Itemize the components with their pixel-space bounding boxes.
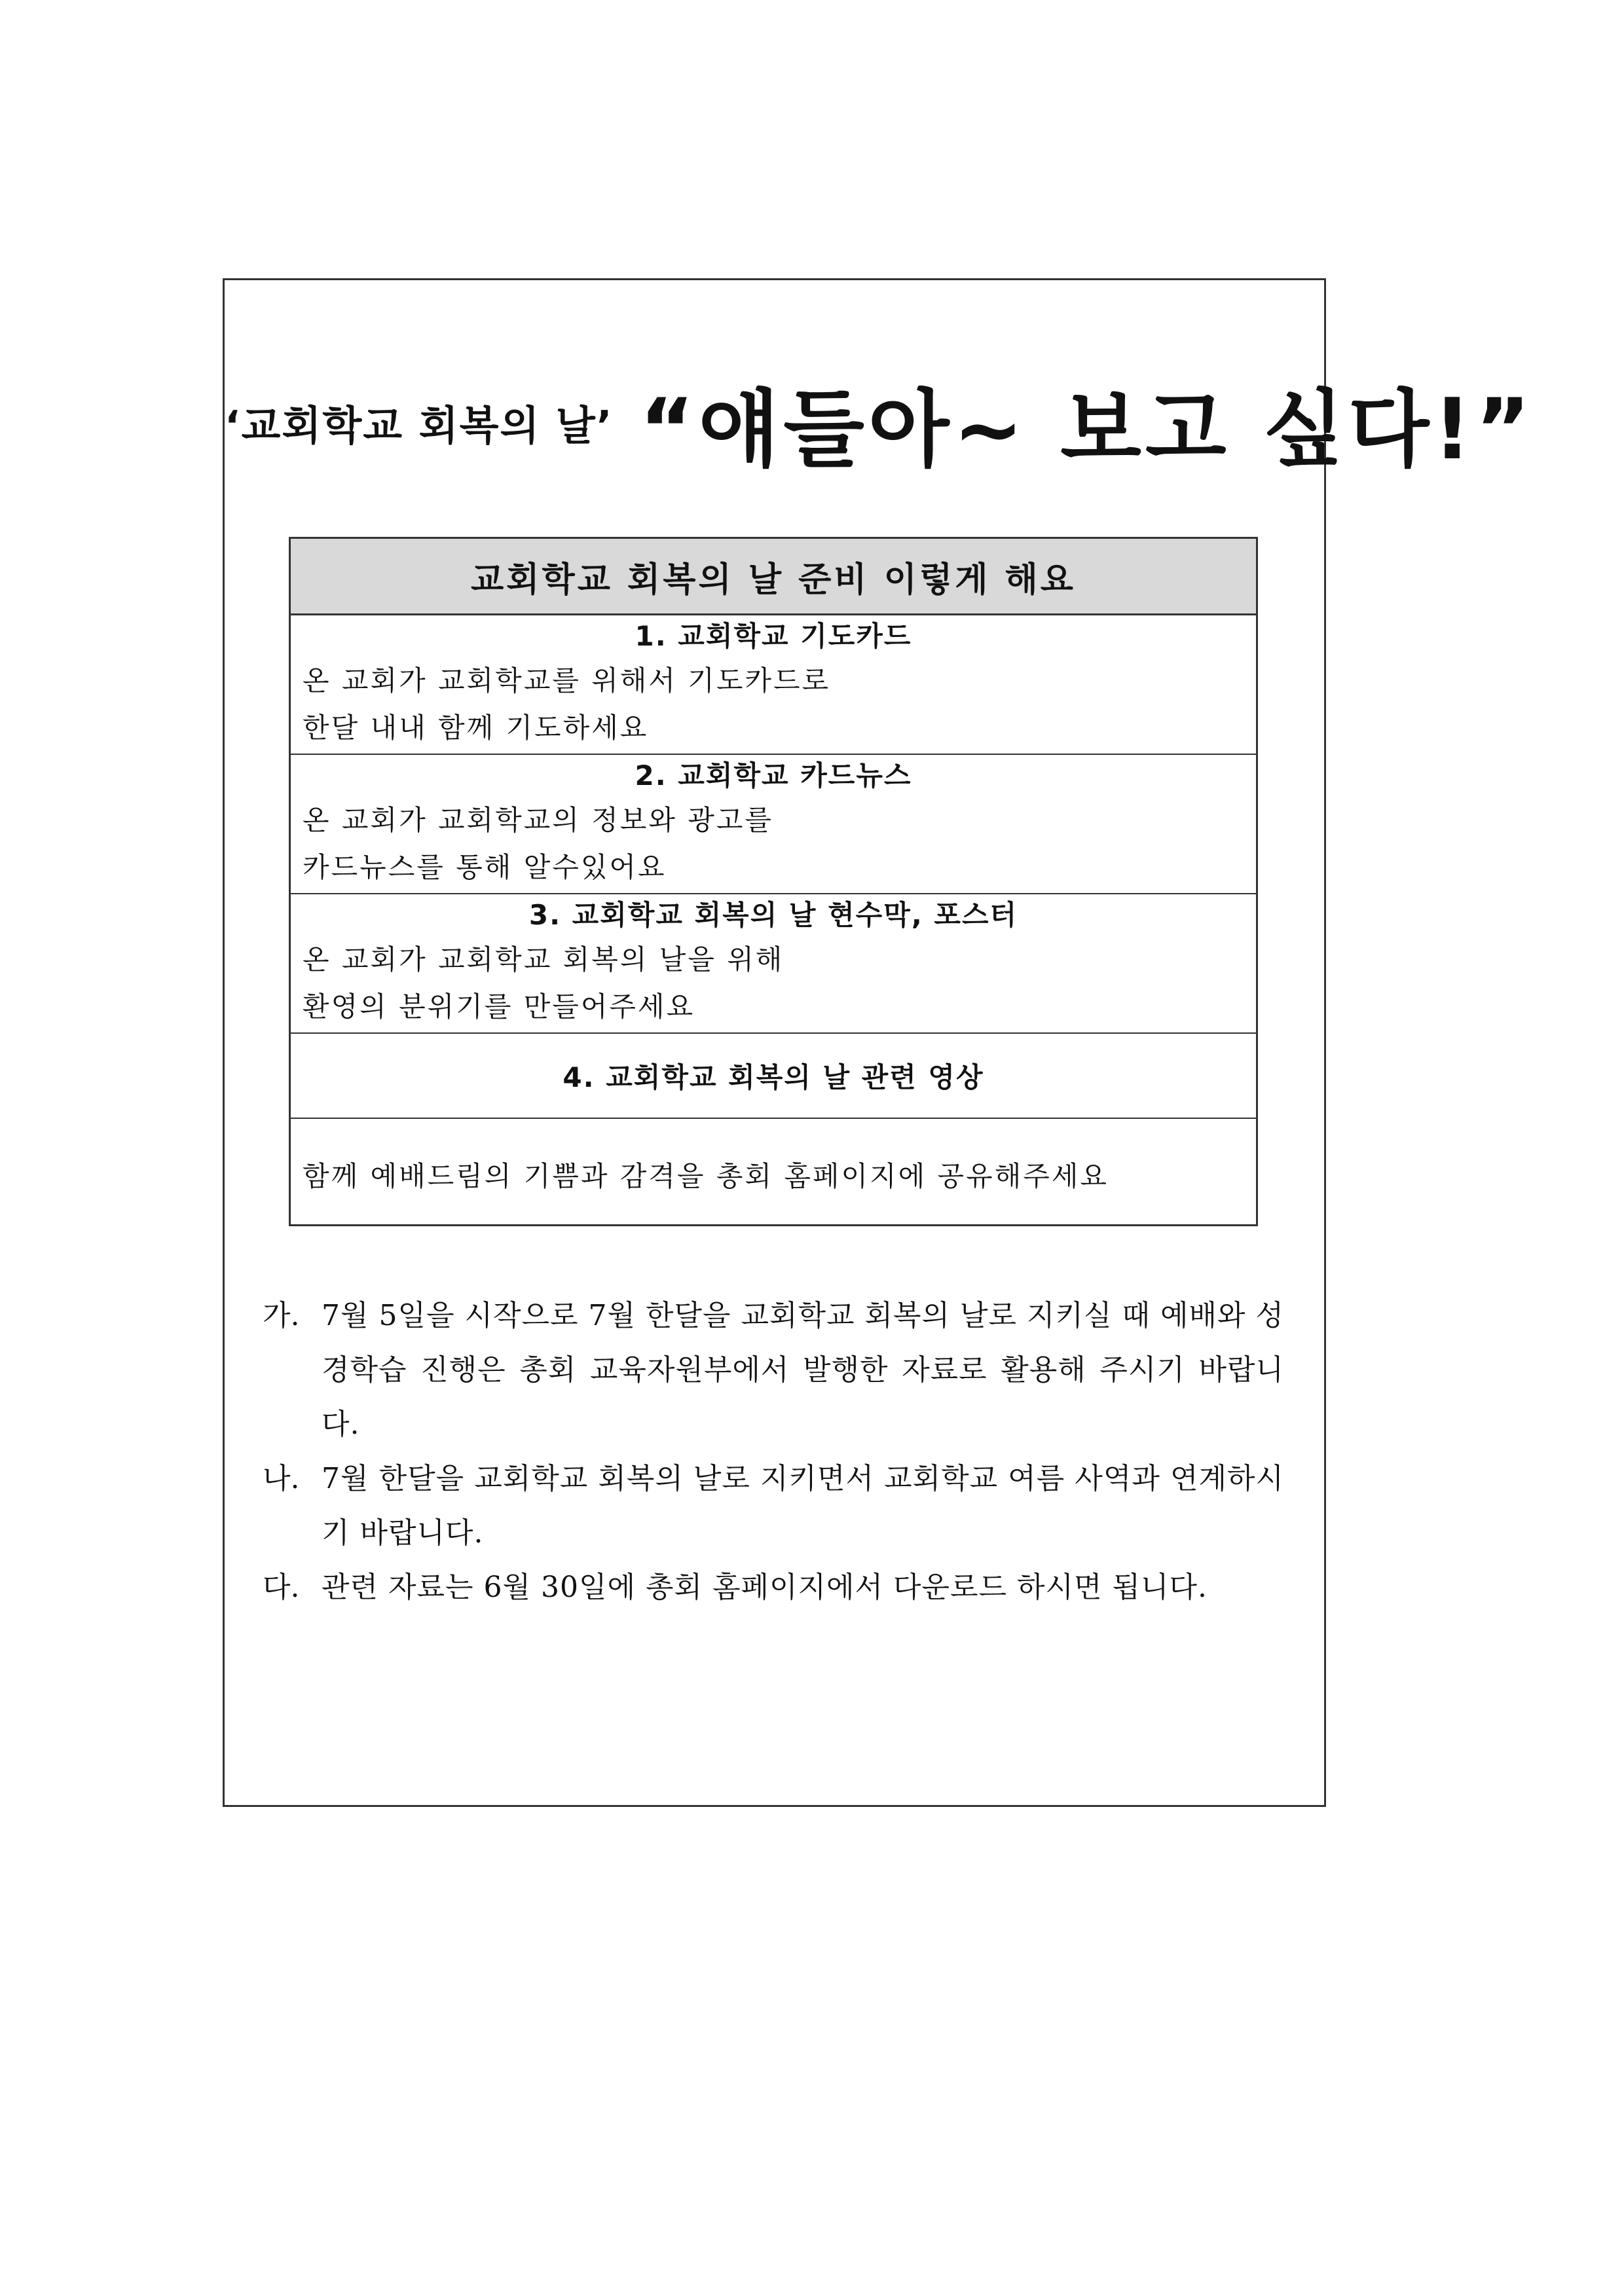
note-item	[263, 1288, 1284, 1451]
section-line: 카드뉴스를 통해 알수있어요	[303, 851, 667, 883]
title-subtitle: ‘교회학교 회복의 날’	[225, 401, 614, 450]
section-heading: 4. 교회학교 회복의 날 관련 영상	[291, 1034, 1256, 1119]
page-title	[225, 362, 1534, 483]
section-line: 온 교회가 교회학교 회복의 날을 위해	[303, 943, 784, 975]
preparation-table	[289, 537, 1258, 1226]
note-item	[263, 1560, 1284, 1614]
section-heading: 3. 교회학교 회복의 날 현수막, 포스터	[528, 899, 1018, 931]
section-line: 환영의 분위기를 만들어주세요	[303, 991, 695, 1023]
table-section-prayer-card	[291, 615, 1256, 755]
note-marker: 가.	[263, 1299, 300, 1332]
section-heading: 2. 교회학교 카드뉴스	[635, 759, 912, 792]
note-text: 7월 한달을 교회학교 회복의 날로 지키면서 교회학교 여름 사역과 연계하시기 바랍니다.	[322, 1462, 1284, 1550]
section-line: 온 교회가 교회학교의 정보와 광고를	[303, 804, 773, 836]
note-text: 관련 자료는 6월 30일에 총회 홈페이지에서 다운로드 하시면 됩니다.	[322, 1571, 1208, 1604]
note-text: 7월 5일을 시작으로 7월 한달을 교회학교 회복의 날로 지키실 때 예배와 성경학습 진행은 총회 교육자원부에서 발행한 자료로 활용해 주시기 바랍니다.	[322, 1299, 1284, 1441]
section-heading: 1. 교회학교 기도카드	[635, 620, 912, 652]
note-item	[263, 1451, 1284, 1560]
notice-frame	[223, 278, 1534, 1807]
note-marker: 다.	[263, 1571, 300, 1604]
table-section-card-news	[291, 755, 1256, 894]
section-line: 한달 내내 함께 기도하세요	[303, 712, 649, 744]
section-line: 온 교회가 교회학교를 위해서 기도카드로	[303, 665, 831, 697]
title-main: “얘들아~ 보고 싶다!”	[639, 381, 1534, 479]
table-section-banner-poster	[291, 894, 1256, 1034]
note-marker: 나.	[263, 1462, 300, 1495]
notes-list	[263, 1288, 1284, 1614]
section-line: 함께 예배드림의 기쁨과 감격을 총회 홈페이지에 공유해주세요	[303, 1160, 1109, 1192]
table-header: 교회학교 회복의 날 준비 이렇게 해요	[291, 539, 1256, 615]
